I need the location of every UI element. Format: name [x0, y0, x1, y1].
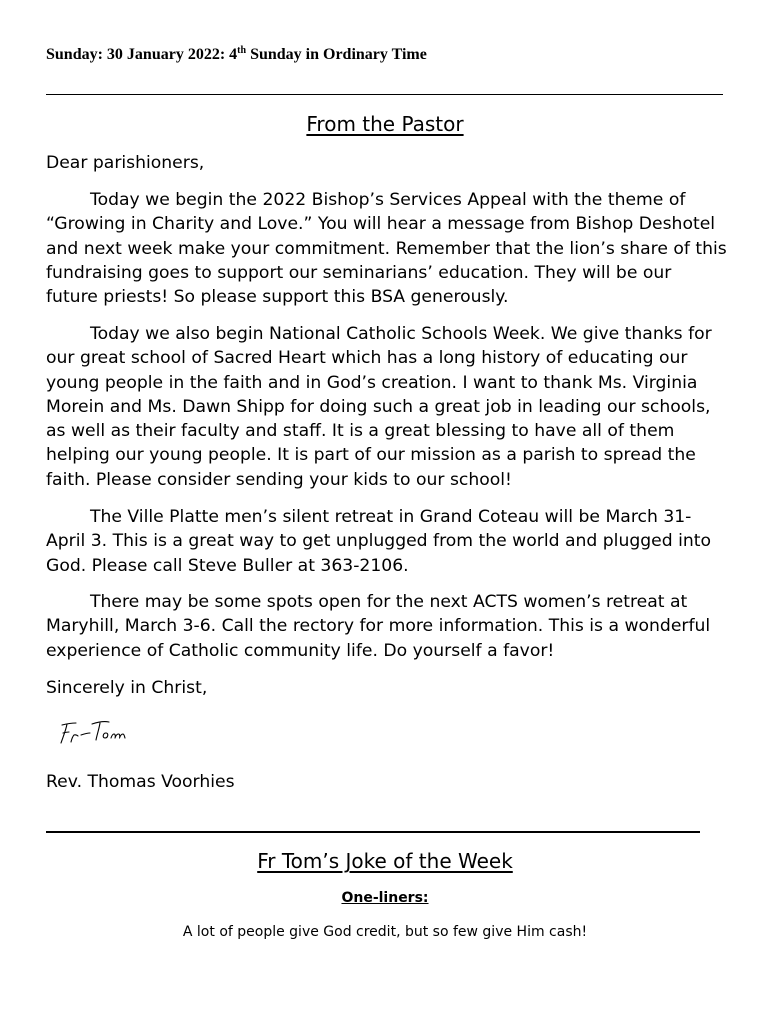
dateline-ordinal-suffix: th [237, 45, 247, 56]
handwritten-signature [56, 715, 136, 749]
bulletin-dateline [46, 46, 427, 64]
pastor-paragraph-schools-week: Today we also begin National Catholic Schools Week. We give thanks for our great school of Sacred Heart which has a long history of educating our young people in the faith and in God’s creation. I want to thank Ms. Virginia Morein and Ms. Dawn Shipp for doing such a great job in leading our schools, as well as their faculty and staff. It is a great blessing to have all of them helping our young people. It is part of our mission as a parish to spread the faith. Please consider sending your kids to our school! [46, 324, 712, 490]
pastor-section-title: From the Pastor [306, 112, 464, 136]
pastor-paragraph-acts-retreat: There may be some spots open for the next ACTS women’s retreat at Maryhill, March 3-6. Call the rectory for more information. This is a wonderful experience of Catholic community life. Do yourself a favor! [46, 592, 711, 661]
pastor-closing: Sincerely in Christ, [46, 678, 208, 698]
pastor-paragraph-mens-retreat: The Ville Platte men’s silent retreat in Grand Coteau will be March 31-April 3. This is a great way to get unplugged from the world and plugged into God. Please call Steve Buller at 363-2106. [46, 507, 712, 576]
section-divider [46, 831, 700, 833]
joke-text: A lot of people give God credit, but so few give Him cash! [182, 924, 588, 940]
dateline-prefix: Sunday: 30 January 2022: 4 [46, 46, 238, 63]
joke-section-title: Fr Tom’s Joke of the Week [257, 849, 513, 873]
dateline-suffix: Sunday in Ordinary Time [246, 46, 427, 63]
joke-subheading: One-liners: [341, 890, 429, 906]
pastor-salutation: Dear parishioners, [46, 153, 205, 173]
pastor-name: Rev. Thomas Voorhies [46, 772, 235, 792]
pastor-paragraph-bsa: Today we begin the 2022 Bishop’s Services Appeal with the theme of “Growing in Charity and Love.” You will hear a message from Bishop Deshotel and next week make your commitment. Remember that the lion’s share of this fundraising goes to support our seminarians’ education. They will be our future priests! So please support this BSA generously. [46, 190, 727, 308]
header-divider [46, 94, 723, 95]
